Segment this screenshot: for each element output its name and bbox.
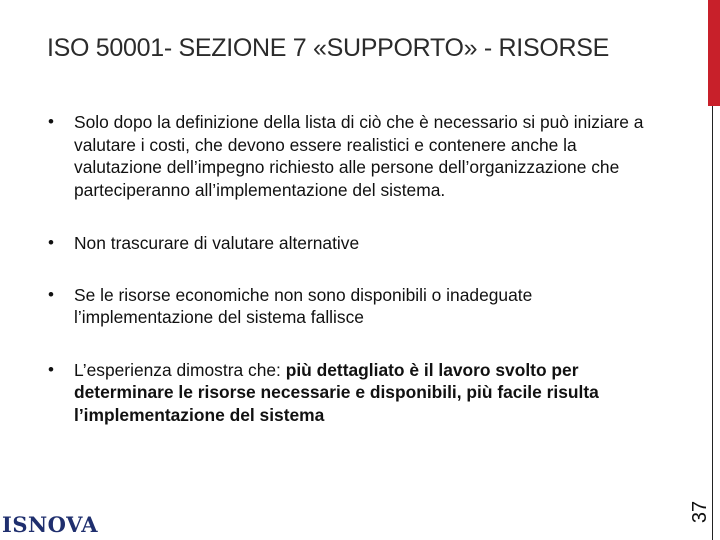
bullet-item — [48, 284, 648, 329]
bullet-dot-icon: • — [48, 284, 54, 304]
side-divider-line — [712, 106, 713, 540]
page-number: 37 — [689, 500, 711, 524]
bullet-text-prefix: L’esperienza dimostra che: — [74, 359, 286, 380]
bullet-text: Se le risorse economiche non sono disponibili o inadeguate l’implementazione del sistema fallisce — [74, 284, 533, 327]
bullet-dot-icon: • — [48, 359, 54, 379]
bullet-text-bold: più dettagliato è il lavoro svolto per determinare le risorse necessarie e disponibili, più facile risulta l’implementazione del sistema — [74, 359, 599, 425]
slide-title: ISO 50001- SEZIONE 7 «SUPPORTO» - RISORSE — [47, 34, 609, 62]
bullet-list — [48, 111, 648, 426]
bullet-text: Solo dopo la definizione della lista di ciò che è necessario si può iniziare a valutare i costi, che devono essere realistici e contenere anche la valutazione dell’impegno richiesto alle persone dell’organizzazione che parteciperanno all’implementazione del sistema. — [74, 112, 644, 200]
bullet-dot-icon: • — [48, 233, 54, 252]
bullet-dot-icon: • — [48, 112, 54, 131]
bullet-item — [48, 232, 648, 255]
accent-bar — [708, 0, 720, 106]
bullet-item — [48, 111, 648, 201]
bullet-item — [48, 359, 648, 427]
bullet-text: Non trascurare di valutare alternative — [74, 233, 360, 253]
isnova-logo: ISNOVA — [2, 512, 99, 537]
